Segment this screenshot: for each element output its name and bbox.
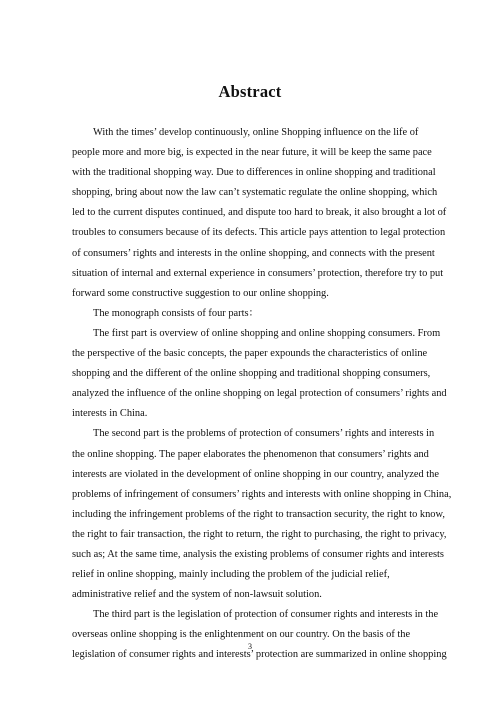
text-line: overseas online shopping is the enlightenment on our country. On the basis of the	[72, 629, 411, 641]
text-line: the right to fair transaction, the right to return, the right to purchasing, the right to privacy,	[72, 528, 447, 540]
paragraph-2	[72, 304, 435, 324]
text-line: with the traditional shopping way. Due to differences in online shopping and traditional	[72, 167, 436, 179]
text-line: analyzed the influence of the online shopping on legal protection of consumers’ rights and	[72, 388, 447, 400]
paragraph-1	[72, 123, 447, 304]
text-line: relief in online shopping, mainly including the problem of the judicial relief,	[72, 569, 390, 581]
text-line: The monograph consists of four parts：	[93, 307, 259, 319]
paragraph-5	[72, 605, 447, 665]
text-line: problems of infringement of consumers’ rights and interests with online shopping in China,	[72, 488, 452, 500]
paragraph-3	[72, 324, 447, 424]
page-title: Abstract	[218, 82, 282, 101]
text-line: such as; At the same time, analysis the existing problems of consumer rights and interests	[72, 548, 444, 560]
text-line: forward some constructive suggestion to our online shopping.	[72, 287, 329, 299]
text-line: interests in China.	[72, 408, 148, 420]
abstract-body	[72, 123, 452, 666]
text-line: of consumers’ rights and interests in the online shopping, and connects with the present	[72, 247, 435, 259]
text-line: led to the current disputes continued, and dispute too hard to break, it also brought a lot of	[72, 207, 447, 219]
page-number: 3	[248, 642, 252, 651]
text-line: troubles to consumers because of its defects. This article pays attention to legal protection	[72, 227, 446, 239]
text-line: The third part is the legislation of protection of consumer rights and interests in the	[93, 609, 439, 621]
text-line: shopping and the different of the online shopping and traditional shopping consumers,	[72, 368, 431, 380]
text-line: shopping, bring about now the law can’t systematic regulate the online shopping, which	[72, 187, 438, 199]
text-line: people more and more big, is expected in the near future, it will be keep the same pace	[72, 147, 432, 159]
paragraph-4	[72, 424, 452, 605]
text-line: the online shopping. The paper elaborates the phenomenon that consumers’ rights and	[72, 448, 429, 460]
text-line: With the times’ develop continuously, online Shopping influence on the life of	[93, 127, 419, 138]
text-line: situation of internal and external experience in consumers’ protection, therefore try to put	[72, 267, 444, 279]
text-line: the perspective of the basic concepts, the paper expounds the characteristics of online	[72, 348, 428, 360]
text-line: legislation of consumer rights and interests’ protection are summarized in online shopping	[72, 649, 447, 661]
text-line: interests are violated in the development of online shopping in our country, analyzed the	[72, 468, 439, 480]
text-line: The second part is the problems of protection of consumers’ rights and interests in	[93, 428, 435, 440]
text-line: The first part is overview of online shopping and online shopping consumers. From	[93, 327, 441, 339]
text-line: including the infringement problems of the right to transaction security, the right to know,	[72, 508, 445, 520]
text-line: administrative relief and the system of non-lawsuit solution.	[72, 589, 322, 601]
